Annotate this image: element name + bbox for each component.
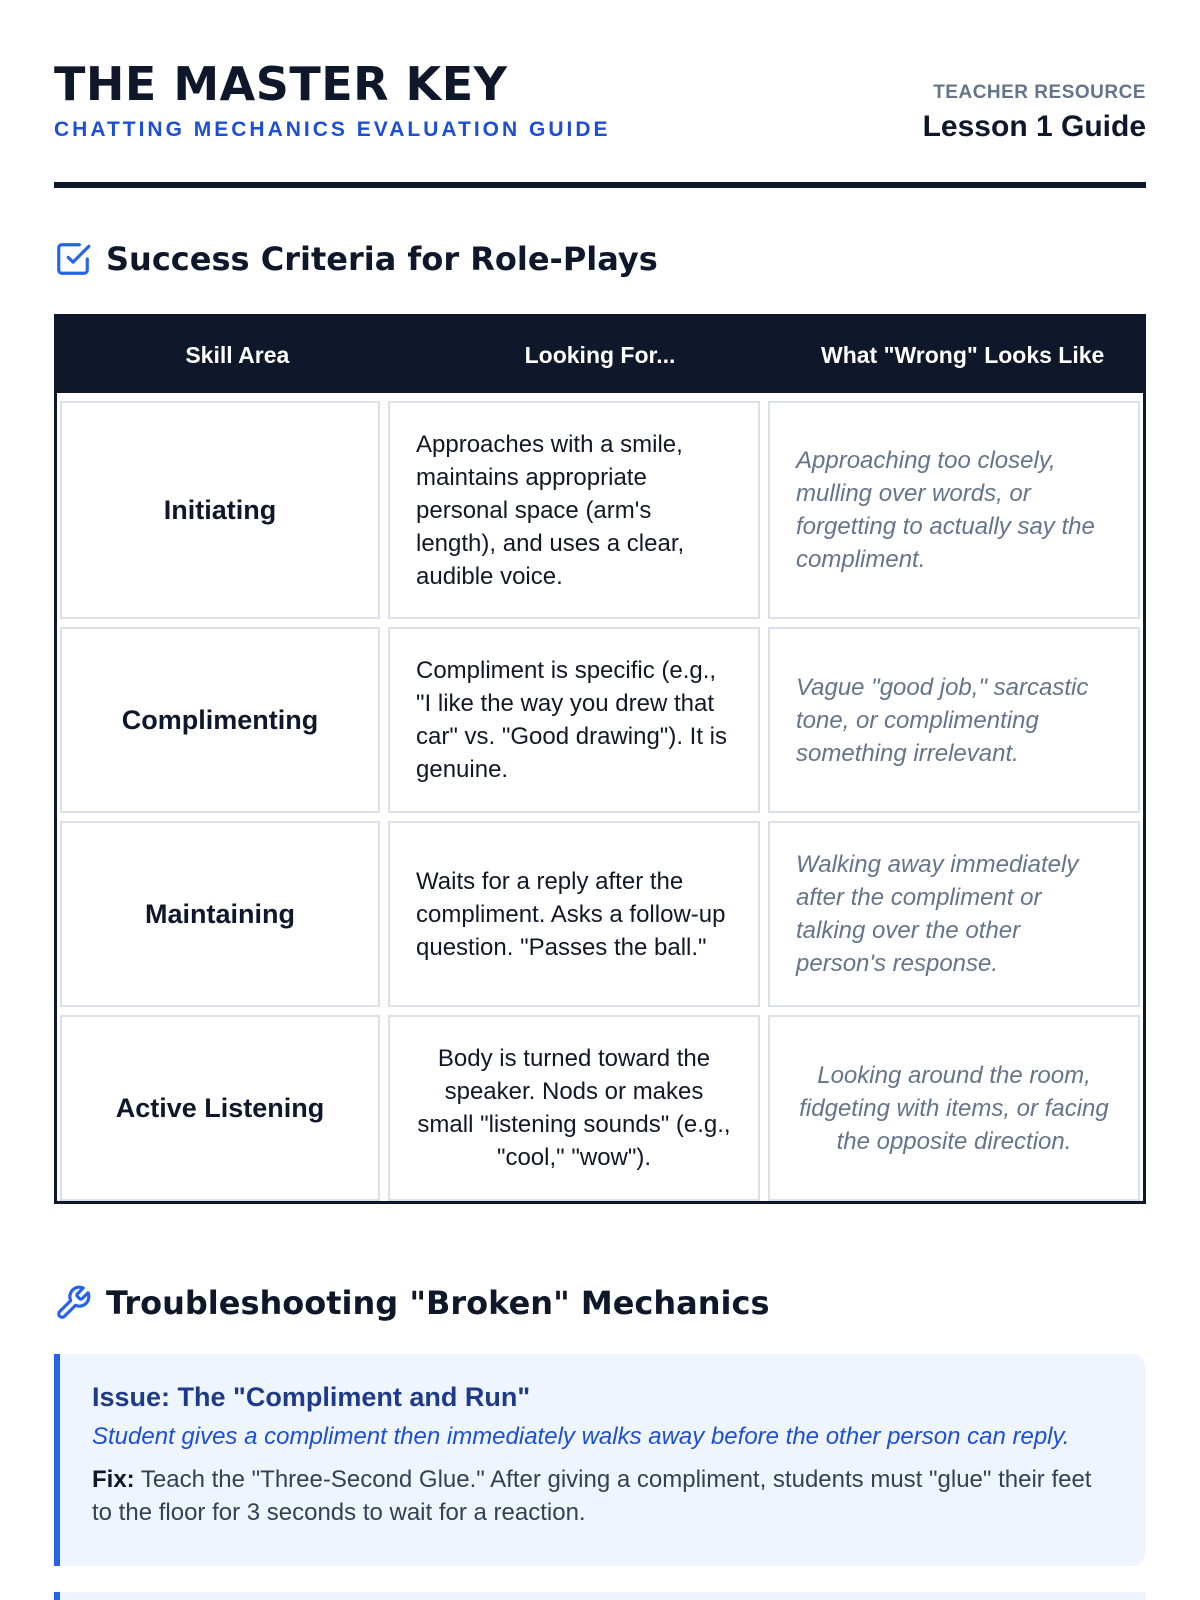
table-row xyxy=(57,821,1143,1007)
issue-card xyxy=(54,1354,1146,1566)
lesson-label: Lesson 1 Guide xyxy=(922,110,1146,143)
page-subtitle: CHATTING MECHANICS EVALUATION GUIDE xyxy=(54,118,611,141)
column-header-wrong: What "Wrong" Looks Like xyxy=(821,341,1105,368)
skill-cell: Active Listening xyxy=(60,1015,380,1201)
skill-cell: Maintaining xyxy=(60,821,380,1007)
fix-label: Fix: xyxy=(92,1466,135,1493)
page-header xyxy=(54,54,1146,188)
issue-fix xyxy=(92,1463,1114,1529)
table-row xyxy=(57,627,1143,813)
page-title: THE MASTER KEY xyxy=(54,57,508,111)
wrong-cell: Walking away immediately after the compliment or talking over the other person's response. xyxy=(768,821,1140,1007)
table-row xyxy=(57,401,1143,619)
wrong-cell: Vague "good job," sarcastic tone, or complimenting something irrelevant. xyxy=(768,627,1140,813)
table-row xyxy=(57,1015,1143,1201)
resource-label: TEACHER RESOURCE xyxy=(933,82,1146,103)
wrong-cell: Looking around the room, fidgeting with items, or facing the opposite direction. xyxy=(768,1015,1140,1201)
looking-for-cell: Compliment is specific (e.g., "I like the way you drew that car" vs. "Good drawing"). It is genuine. xyxy=(388,627,760,813)
criteria-section-title xyxy=(54,240,658,278)
column-header-looking-for: Looking For... xyxy=(524,341,676,368)
wrench-icon xyxy=(54,1284,92,1322)
criteria-heading: Success Criteria for Role-Plays xyxy=(106,240,658,278)
looking-for-cell: Approaches with a smile, maintains appropriate personal space (arm's length), and uses a clear, audible voice. xyxy=(388,401,760,619)
resource-info xyxy=(923,82,1146,144)
skill-cell: Complimenting xyxy=(60,627,380,813)
issue-description: Student gives a compliment then immediately walks away before the other person can reply. xyxy=(92,1423,1070,1450)
fix-text: Teach the "Three-Second Glue." After giving a compliment, students must "glue" their feet to the floor for 3 seconds to wait for a reaction. xyxy=(92,1466,1092,1526)
table-header xyxy=(57,317,1143,393)
next-issue-card-edge xyxy=(54,1592,1146,1600)
skill-cell: Initiating xyxy=(60,401,380,619)
column-header-skill: Skill Area xyxy=(185,341,290,368)
looking-for-cell: Body is turned toward the speaker. Nods or makes small "listening sounds" (e.g., "cool," "wow"). xyxy=(388,1015,760,1201)
issue-title: Issue: The "Compliment and Run" xyxy=(92,1382,531,1412)
troubleshooting-section-title xyxy=(54,1284,770,1322)
troubleshooting-heading: Troubleshooting "Broken" Mechanics xyxy=(106,1284,770,1322)
looking-for-cell: Waits for a reply after the compliment. Asks a follow-up question. "Passes the ball." xyxy=(388,821,760,1007)
wrong-cell: Approaching too closely, mulling over words, or forgetting to actually say the compliment. xyxy=(768,401,1140,619)
checkbox-icon xyxy=(54,240,92,278)
criteria-table xyxy=(54,314,1146,1204)
